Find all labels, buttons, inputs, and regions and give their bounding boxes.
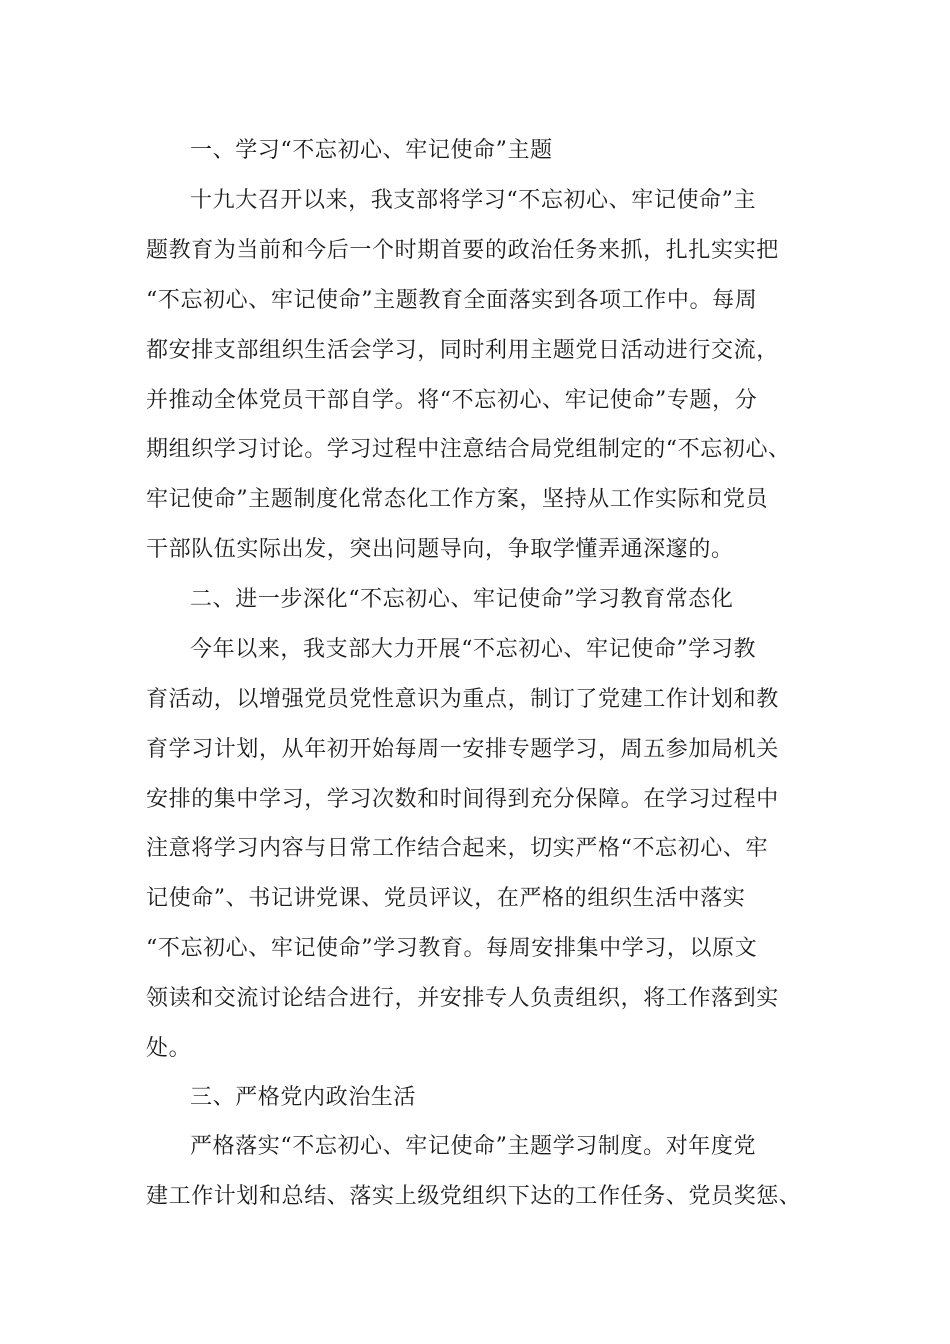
paragraph-line: 育活动，以增强党员党性意识为重点，制订了党建工作计划和教 [146,687,779,712]
paragraph-line: 今年以来，我支部大力开展“不忘初心、牢记使命”学习教 [190,637,757,662]
paragraph-line: 处。 [146,1036,192,1061]
paragraph-line: 育学习计划，从年初开始每周一安排专题学习，周五参加局机关 [146,737,779,762]
paragraph-line: 记使命”、书记讲党课、党员评议，在严格的组织生活中落实 [146,886,746,911]
paragraph-line: 干部队伍实际出发，突出问题导向，争取学懂弄通深邃的。 [146,537,734,562]
paragraph-line: 牢记使命”主题制度化常态化工作方案，坚持从工作实际和党员 [146,487,769,512]
paragraph-line: 十九大召开以来，我支部将学习“不忘初心、牢记使命”主 [190,188,757,213]
section-heading [0,126,950,176]
section-heading [0,575,950,625]
paragraph-line: 严格落实“不忘初心、牢记使命”主题学习制度。对年度党 [190,1134,757,1159]
section-heading-text: 一、学习“不忘初心、牢记使命”主题 [190,138,553,163]
paragraph-line: 注意将学习内容与日常工作结合起来，切实严格“不忘初心、牢 [146,836,769,861]
paragraph-line: 并推动全体党员干部自学。将“不忘初心、牢记使命”专题，分 [146,388,758,413]
paragraph-line: 都安排支部组织生活会学习，同时利用主题党日活动进行交流， [146,338,779,363]
paragraph-line: 安排的集中学习，学习次数和时间得到充分保障。在学习过程中 [146,787,779,812]
paragraph-line: 期组织学习讨论。学习过程中注意结合局党组制定的“不忘初心、 [146,437,791,462]
paragraph-line: 领读和交流讨论结合进行，并安排专人负责组织，将工作落到实 [146,986,779,1011]
paragraph-line: 建工作计划和总结、落实上级党组织下达的工作任务、党员奖惩、 [146,1184,802,1209]
section-heading [0,1073,950,1123]
paragraph-line: “不忘初心、牢记使命”主题教育全面落实到各项工作中。每周 [146,288,758,313]
section-heading-text: 二、进一步深化“不忘初心、牢记使命”学习教育常态化 [190,587,734,612]
section-heading-text: 三、严格党内政治生活 [190,1085,417,1110]
paragraph-line: 题教育为当前和今后一个时期首要的政治任务来抓，扎扎实实把 [146,238,779,263]
paragraph-line: “不忘初心、牢记使命”学习教育。每周安排集中学习，以原文 [146,936,758,961]
